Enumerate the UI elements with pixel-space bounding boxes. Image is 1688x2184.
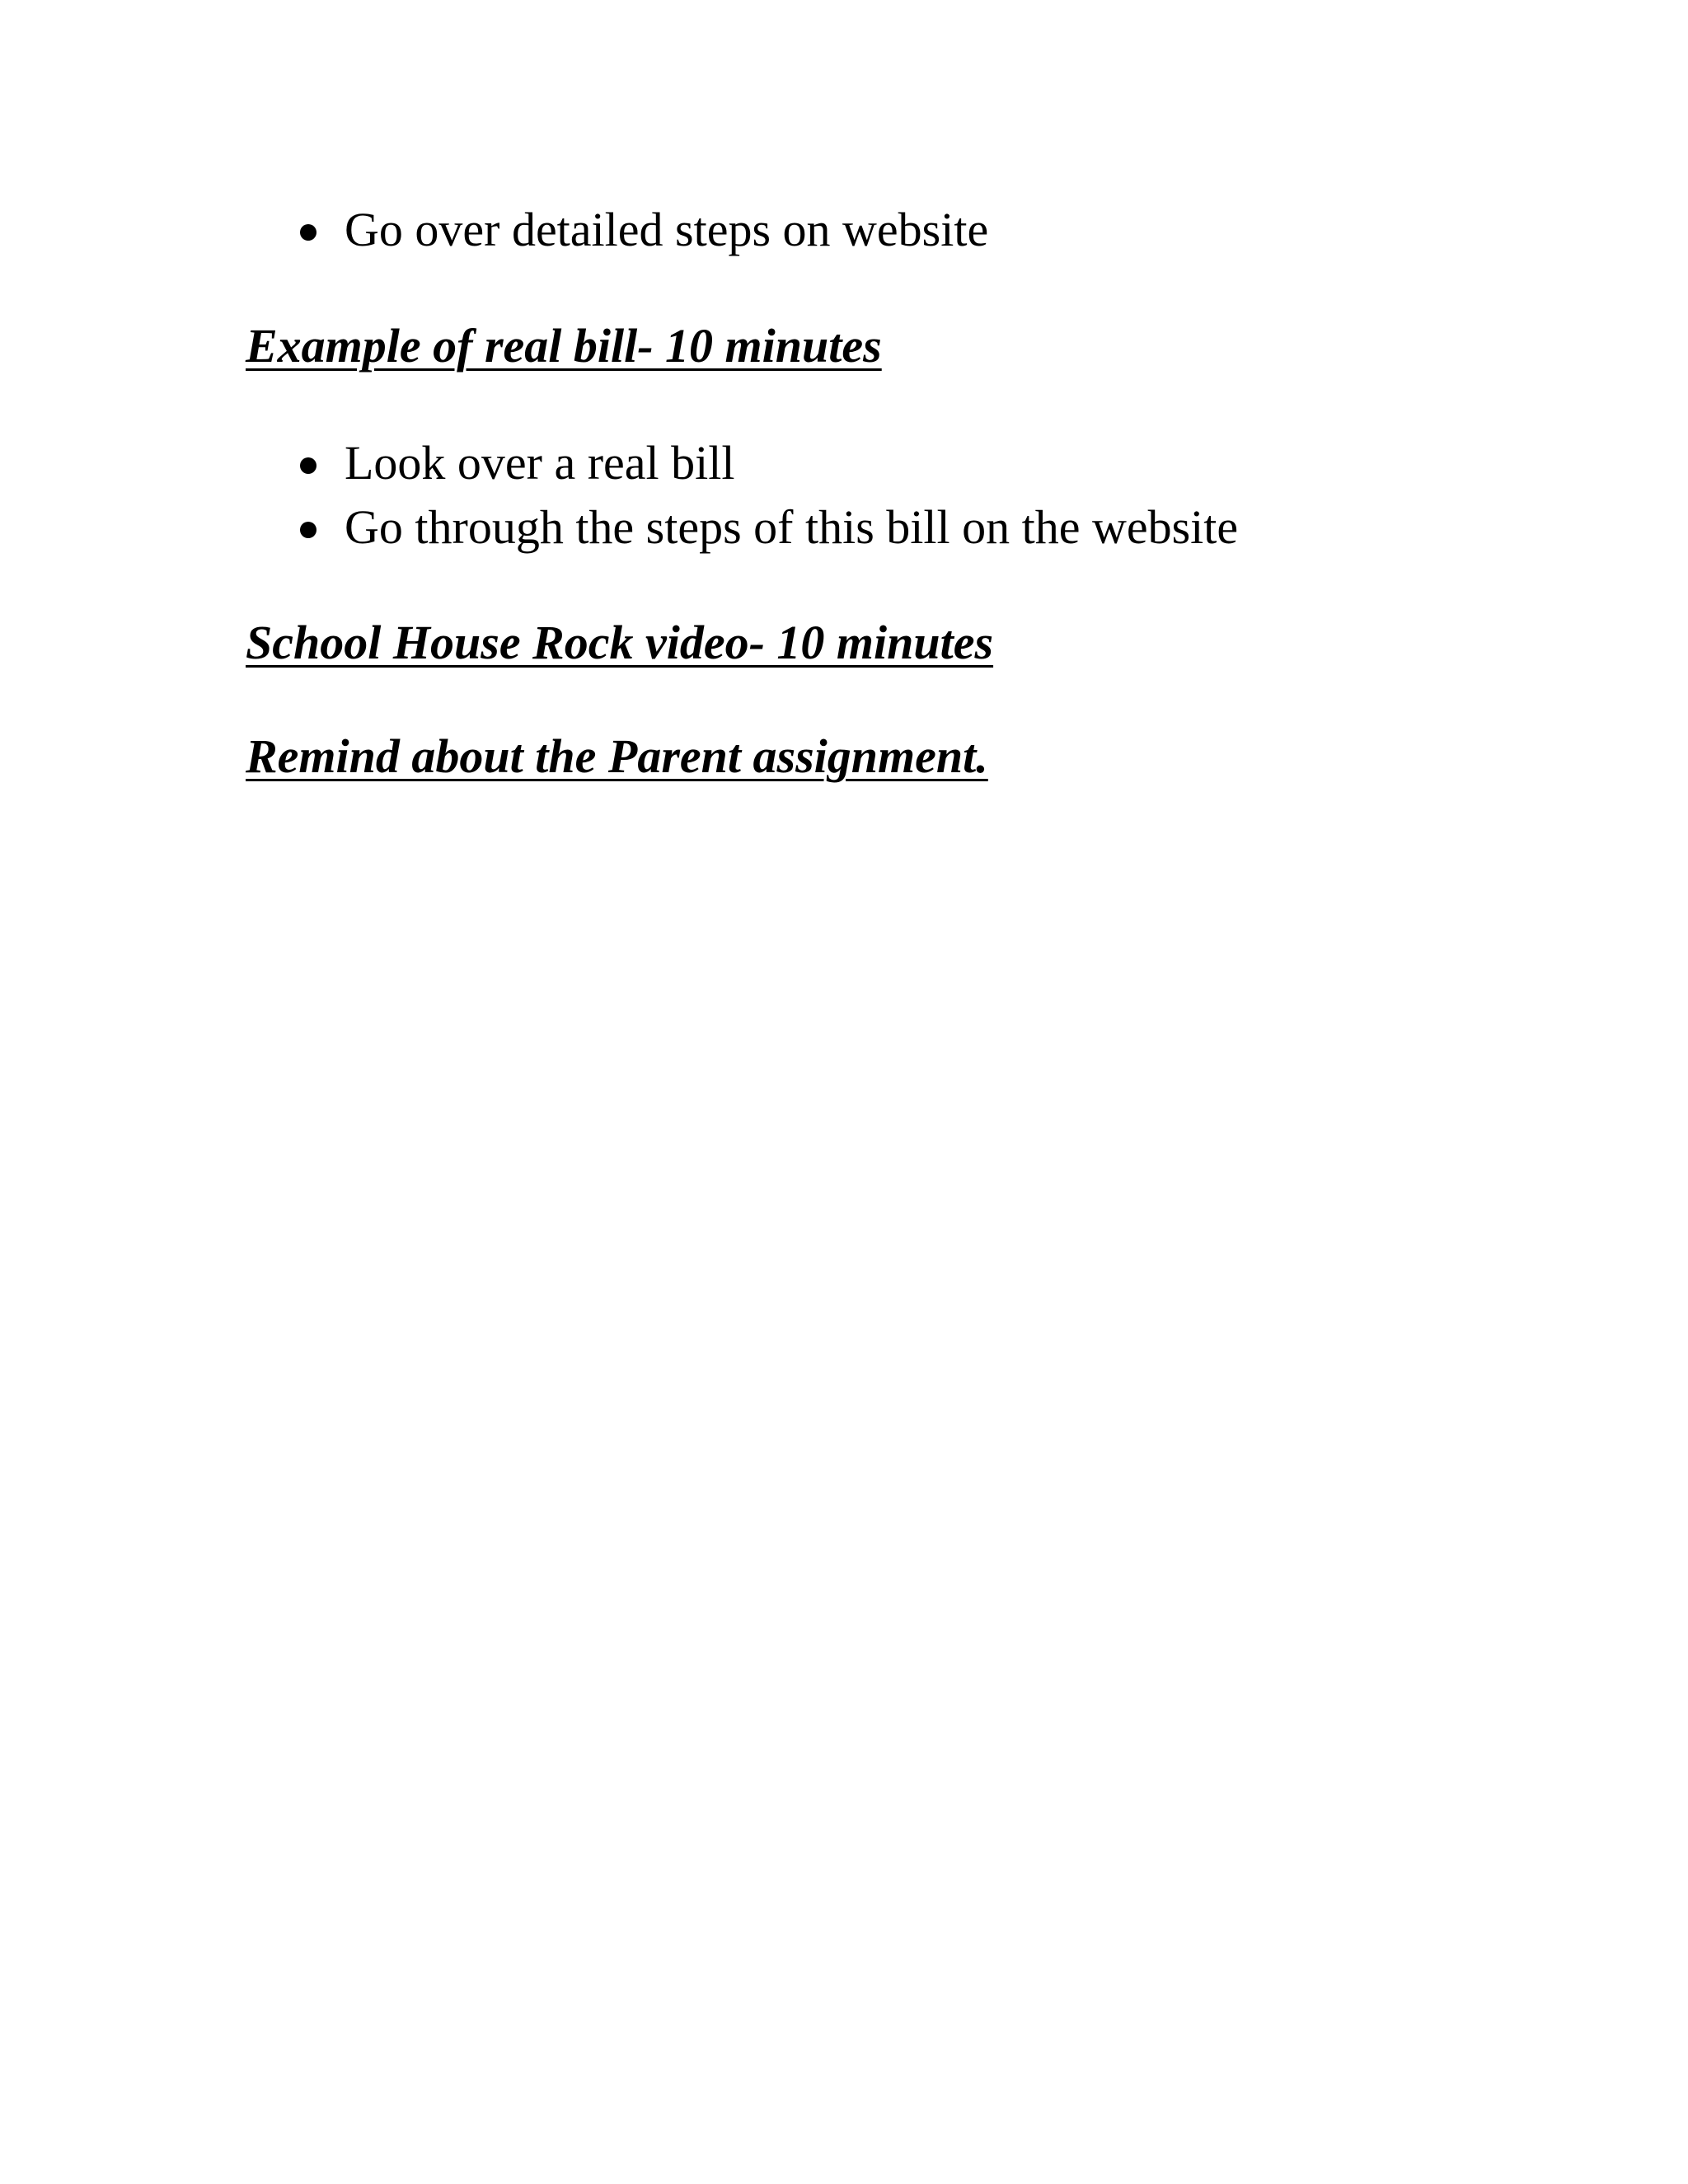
- section-heading-real-bill: Example of real bill- 10 minutes: [246, 319, 882, 373]
- list-item-text: Go through the steps of this bill on the website: [345, 500, 1239, 554]
- bullet-list-website-steps: [297, 198, 988, 262]
- list-item-text: Go over detailed steps on website: [345, 203, 989, 256]
- bullet-icon: [300, 224, 316, 241]
- list-item: [297, 431, 1238, 495]
- bullet-list-real-bill: [297, 431, 1238, 560]
- bullet-icon: [300, 522, 316, 538]
- list-item: [297, 198, 988, 262]
- list-item: [297, 495, 1238, 560]
- section-heading-school-house-rock: School House Rock video- 10 minutes: [246, 616, 994, 669]
- bullet-icon: [300, 457, 316, 474]
- list-item-text: Look over a real bill: [345, 436, 735, 490]
- section-heading-parent-assignment: Remind about the Parent assignment.: [246, 729, 988, 783]
